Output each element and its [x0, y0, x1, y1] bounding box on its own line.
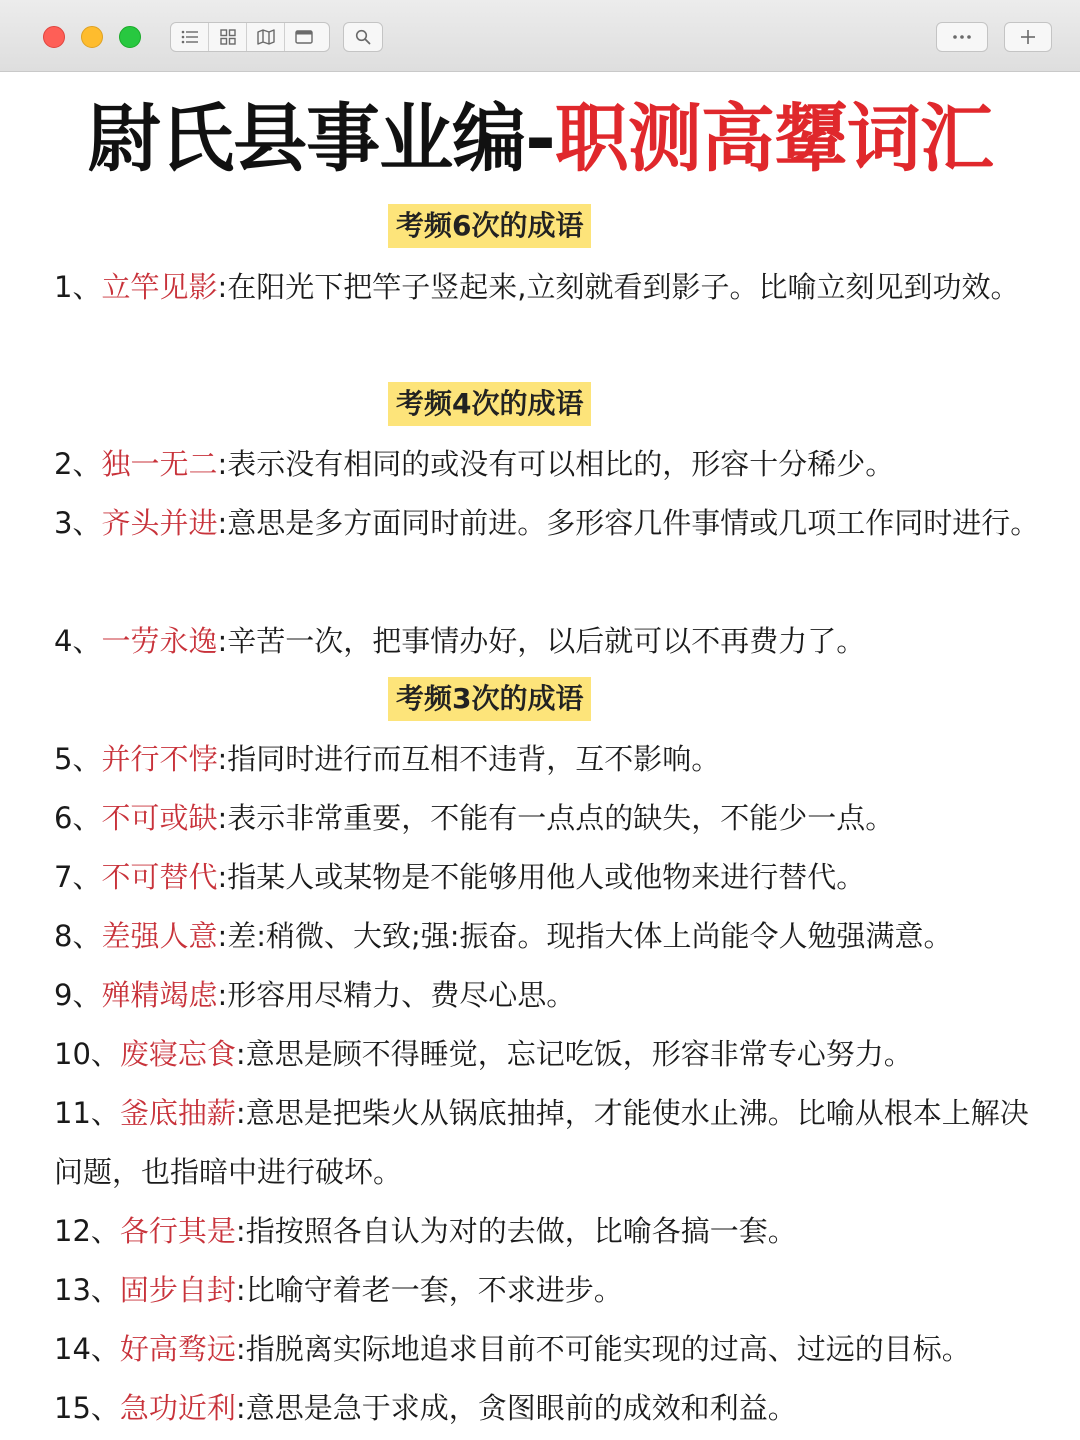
map-icon	[256, 28, 276, 46]
item-number: 8、	[54, 919, 102, 953]
section-heading: 考频4次的成语	[388, 382, 591, 426]
section-heading: 考频6次的成语	[388, 204, 591, 248]
item-number: 14、	[54, 1332, 120, 1366]
add-icon	[1019, 28, 1037, 46]
idiom-term: 齐头并进	[101, 506, 218, 540]
title-highlight: 职测高顰词汇	[554, 96, 993, 182]
item-number: 7、	[54, 860, 102, 894]
list-item	[54, 612, 1044, 671]
view-mode-segmented-control	[170, 22, 330, 52]
idiom-term: 差强人意	[101, 919, 218, 953]
idiom-definition: :表示没有相同的或没有可以相比的，形容十分稀少。	[217, 447, 895, 481]
list-item	[54, 1261, 1044, 1320]
search-icon	[354, 28, 372, 46]
list-item	[54, 966, 1044, 1025]
idiom-definition: :意思是多方面同时前进。多形容几件事情或几项工作同时进行。	[217, 506, 1040, 540]
close-button[interactable]	[43, 26, 65, 48]
item-number: 3、	[54, 506, 102, 540]
grid-view-icon	[219, 28, 237, 46]
list-item	[54, 789, 1044, 848]
section-heading: 考频3次的成语	[388, 677, 591, 721]
list-item	[54, 1084, 1044, 1202]
minimize-button[interactable]	[81, 26, 103, 48]
idiom-definition: :意思是急于求成，贪图眼前的成效和利益。	[235, 1391, 797, 1425]
idiom-term: 各行其是	[119, 1214, 236, 1248]
list-item	[54, 1025, 1044, 1084]
idiom-term: 立竿见影	[101, 270, 218, 304]
item-number: 5、	[54, 742, 102, 776]
item-number: 1、	[54, 270, 102, 304]
list-item	[54, 435, 1044, 494]
more-button[interactable]	[936, 22, 988, 52]
search-button[interactable]	[343, 22, 383, 52]
list-item	[54, 494, 1044, 553]
list-item	[54, 1320, 1044, 1379]
list-item	[54, 848, 1044, 907]
idiom-term: 废寝忘食	[119, 1037, 236, 1071]
idiom-term: 固步自封	[119, 1273, 236, 1307]
map-view-button[interactable]	[247, 23, 285, 51]
idiom-definition: :指脱离实际地追求目前不可能实现的过高、过远的目标。	[235, 1332, 971, 1366]
list-view-icon	[180, 29, 200, 45]
idiom-definition: :指某人或某物是不能够用他人或他物来进行替代。	[217, 860, 866, 894]
idiom-definition: :意思是把柴火从锅底抽掉，才能使水止沸。比喻从根本上解决问题，也指暗中进行破坏。	[54, 1096, 1029, 1189]
add-button[interactable]	[1004, 22, 1052, 52]
item-number: 12、	[54, 1214, 120, 1248]
list-item	[54, 730, 1044, 789]
window-view-button[interactable]	[285, 23, 323, 51]
idiom-definition: :意思是顾不得睡觉，忘记吃饭，形容非常专心努力。	[235, 1037, 913, 1071]
item-number: 10、	[54, 1037, 120, 1071]
idiom-term: 急功近利	[119, 1391, 236, 1425]
item-number: 15、	[54, 1391, 120, 1425]
idiom-term: 釜底抽薪	[119, 1096, 236, 1130]
list-item	[54, 1202, 1044, 1261]
zoom-button[interactable]	[119, 26, 141, 48]
idiom-term: 不可替代	[101, 860, 218, 894]
item-number: 11、	[54, 1096, 120, 1130]
idiom-definition: :比喻守着老一套，不求进步。	[235, 1273, 623, 1307]
idiom-definition: :差:稍微、大致;强:振奋。现指大体上尚能令人勉强满意。	[217, 919, 953, 953]
item-number: 9、	[54, 978, 102, 1012]
idiom-term: 好高骛远	[119, 1332, 236, 1366]
idiom-term: 并行不悖	[101, 742, 218, 776]
list-view-button[interactable]	[171, 23, 209, 51]
list-item	[54, 907, 1044, 966]
title-main: 尉氏县事业编-	[87, 96, 555, 182]
grid-view-button[interactable]	[209, 23, 247, 51]
idiom-term: 殚精竭虑	[101, 978, 218, 1012]
idiom-definition: :指按照各自认为对的去做，比喻各搞一套。	[235, 1214, 797, 1248]
list-item	[54, 258, 1044, 317]
idiom-definition: :形容用尽精力、费尽心思。	[217, 978, 576, 1012]
item-number: 4、	[54, 624, 102, 658]
idiom-definition: :表示非常重要，不能有一点点的缺失，不能少一点。	[217, 801, 895, 835]
item-number: 2、	[54, 447, 102, 481]
item-number: 6、	[54, 801, 102, 835]
window-titlebar	[0, 0, 1080, 72]
window-icon	[294, 29, 314, 45]
more-icon	[951, 34, 973, 40]
idiom-term: 独一无二	[101, 447, 218, 481]
idiom-definition: :辛苦一次，把事情办好，以后就可以不再费力了。	[217, 624, 866, 658]
idiom-term: 一劳永逸	[101, 624, 218, 658]
idiom-term: 不可或缺	[101, 801, 218, 835]
item-number: 13、	[54, 1273, 120, 1307]
list-item	[54, 1379, 1044, 1438]
page-title	[0, 94, 1080, 184]
idiom-definition: :指同时进行而互相不违背，互不影响。	[217, 742, 721, 776]
idiom-definition: :在阳光下把竿子竖起来,立刻就看到影子。比喻立刻见到功效。	[217, 270, 1020, 304]
